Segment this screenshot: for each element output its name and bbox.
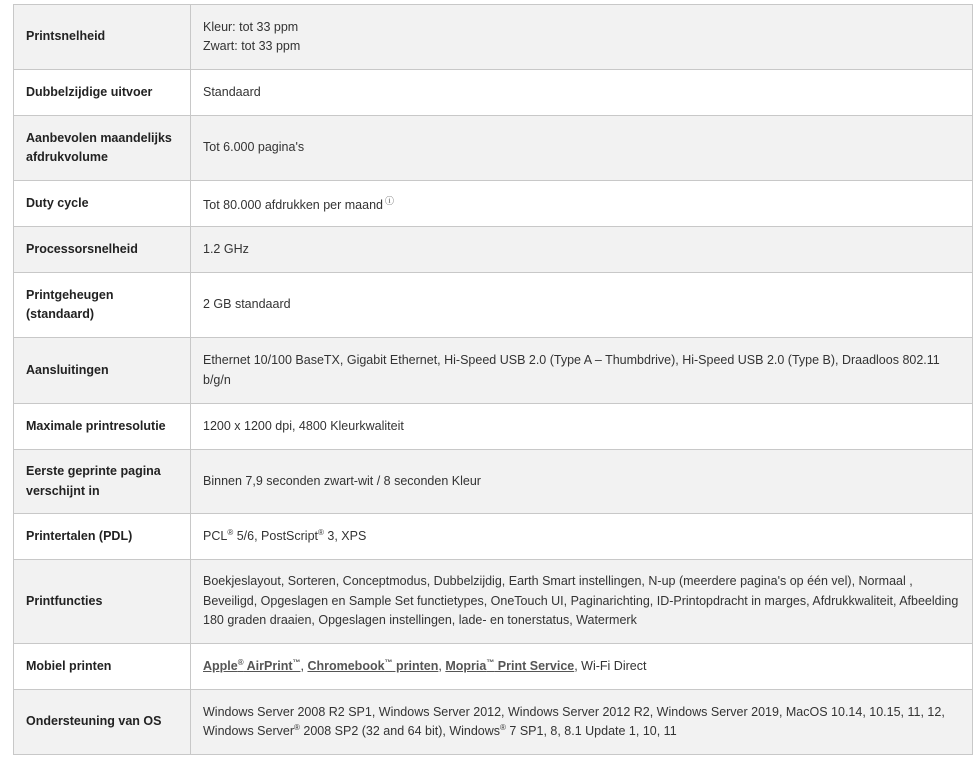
spec-value: 1.2 GHz [191, 227, 973, 273]
spec-value-line: Windows Server® 2008 SP2 (32 and 64 bit), Windows® 7 SP1, 8, 8.1 Update 1, 10, 11 [203, 722, 677, 738]
spec-label: Duty cycle [14, 181, 191, 227]
spec-row-processor [14, 227, 973, 273]
spec-row-print-speed [14, 5, 973, 70]
spec-label: Dubbelzijdige uitvoer [14, 70, 191, 116]
spec-row-print-functions [14, 560, 973, 644]
registered-mark: ® [318, 527, 324, 537]
spec-label: Printgeheugen (standaard) [14, 273, 191, 338]
spec-label: Printertalen (PDL) [14, 514, 191, 560]
chromebook-printen-link[interactable]: Chromebook™ printen [307, 657, 439, 673]
specifications-table [13, 4, 973, 755]
spec-value-line: Windows Server 2008 R2 SP1, Windows Server 2012, Windows Server 2012 R2, Windows Server 2019, MacOS 10.14, 10.15, 11, 12, [203, 704, 945, 719]
spec-label: Aansluitingen [14, 338, 191, 404]
spec-label: Printfuncties [14, 560, 191, 644]
spec-row-first-page [14, 450, 973, 514]
spec-row-monthly-volume [14, 116, 973, 181]
registered-mark: ® [500, 722, 506, 732]
spec-value-text: , Wi-Fi Direct [574, 658, 647, 673]
separator: , [300, 658, 308, 673]
spec-row-os-support [14, 690, 973, 755]
spec-value-text: PCL [203, 528, 228, 543]
spec-value-text: 5/6, PostScript [233, 528, 318, 543]
spec-label: Ondersteuning van OS [14, 690, 191, 755]
spec-value: 2 GB standaard [191, 273, 973, 338]
spec-row-resolution [14, 404, 973, 450]
registered-mark: ® [227, 527, 234, 537]
spec-row-connectivity [14, 338, 973, 404]
spec-row-memory [14, 273, 973, 338]
spec-value-line: Kleur: tot 33 ppm [203, 19, 299, 34]
apple-airprint-link[interactable]: Apple® AirPrint™ [203, 657, 301, 673]
spec-row-duty-cycle [14, 181, 973, 227]
spec-value [191, 644, 973, 690]
spec-label: Maximale printresolutie [14, 404, 191, 450]
spec-label: Processorsnelheid [14, 227, 191, 273]
registered-mark: ® [294, 722, 300, 732]
spec-value: Boekjeslayout, Sorteren, Conceptmodus, Dubbelzijdig, Earth Smart instellingen, N-up (meerdere pagina's op één vel), Normaal , Beveiligd, Opgeslagen en Sample Set functietypes, OneTouch UI, Paginarichting, ID-Printopdracht in marges, Afdrukkwaliteit, Afbeelding 180 graden draaien, Opgeslagen instellingen, lade- en tonerstatus, Watermerk [191, 560, 973, 644]
separator: , [438, 658, 446, 673]
spec-value: Tot 6.000 pagina's [191, 116, 973, 181]
spec-label: Mobiel printen [14, 644, 191, 690]
spec-value: Standaard [191, 70, 973, 116]
spec-value [191, 5, 973, 70]
spec-row-printer-languages [14, 514, 973, 560]
spec-label: Printsnelheid [14, 5, 191, 70]
spec-value: Binnen 7,9 seconden zwart-wit / 8 seconden Kleur [191, 450, 973, 514]
spec-row-mobile-printing [14, 644, 973, 690]
spec-value [191, 514, 973, 560]
spec-value-text: 3, XPS [323, 528, 367, 543]
spec-value: 1200 x 1200 dpi, 4800 Kleurkwaliteit [191, 404, 973, 450]
spec-value [191, 181, 973, 227]
spec-label: Aanbevolen maandelijks afdrukvolume [14, 116, 191, 181]
spec-value [191, 690, 973, 755]
spec-value-text: Tot 80.000 afdrukken per maand [203, 197, 383, 212]
info-circle-icon[interactable]: ⓘ [384, 195, 394, 206]
spec-value: Ethernet 10/100 BaseTX, Gigabit Ethernet, Hi-Speed USB 2.0 (Type A – Thumbdrive), Hi-Speed USB 2.0 (Type B), Draadloos 802.11 b/g/n [191, 338, 973, 404]
spec-label: Eerste geprinte pagina verschijnt in [14, 450, 191, 514]
spec-row-duplex [14, 70, 973, 116]
spec-value-line: Zwart: tot 33 ppm [203, 39, 301, 53]
mopria-print-service-link[interactable]: Mopria™ Print Service [445, 657, 575, 673]
